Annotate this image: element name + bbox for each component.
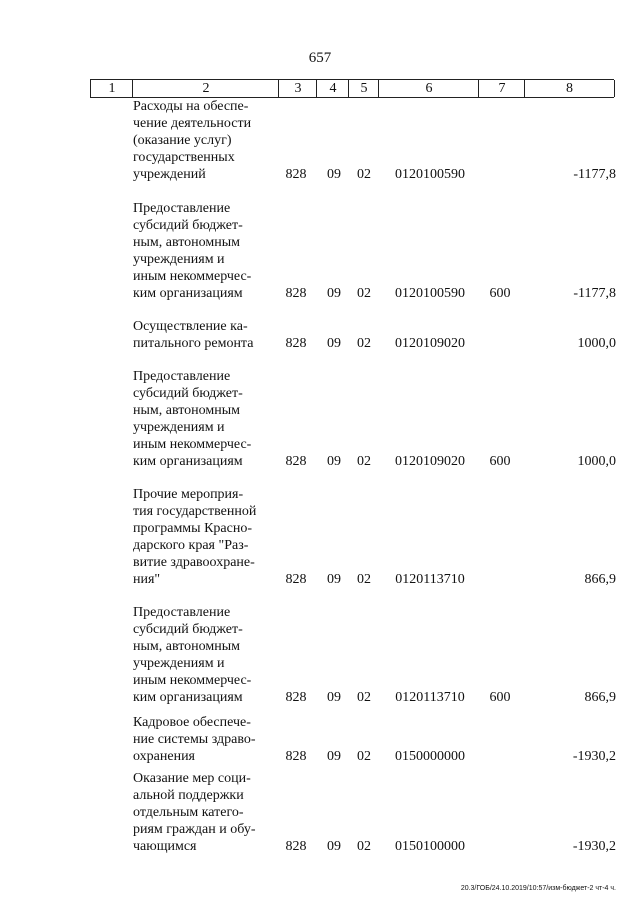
description-line: ние системы здраво- <box>133 732 256 747</box>
description-line: риям граждан и обу- <box>133 822 256 837</box>
description-line: Осуществление ка- <box>133 319 248 334</box>
amount: 1000,0 <box>577 454 616 469</box>
department-code: 828 <box>285 690 307 705</box>
description-line: субсидий бюджет- <box>133 386 243 401</box>
description-line: питального ремонта <box>133 336 254 351</box>
section-code: 09 <box>327 336 341 351</box>
department-code: 828 <box>285 286 307 301</box>
row-description <box>133 368 270 470</box>
target-article-code: 0120109020 <box>395 336 465 351</box>
description-line: учреждений <box>133 167 206 182</box>
description-line: охранения <box>133 749 195 764</box>
expense-type-code: 600 <box>489 690 511 705</box>
target-article-code: 0150000000 <box>395 749 465 764</box>
description-line: ким организациям <box>133 690 243 705</box>
department-code: 828 <box>285 572 307 587</box>
subsection-code: 02 <box>357 690 371 705</box>
amount: 1000,0 <box>577 336 616 351</box>
row-description <box>133 98 270 183</box>
description-line: субсидий бюджет- <box>133 622 243 637</box>
description-line: витие здравоохране- <box>133 555 255 570</box>
description-line: ким организациям <box>133 454 243 469</box>
subsection-code: 02 <box>357 749 371 764</box>
description-line: альной поддержки <box>133 788 244 803</box>
subsection-code: 02 <box>357 167 371 182</box>
section-code: 09 <box>327 454 341 469</box>
amount: -1177,8 <box>573 167 616 182</box>
description-line: Предоставление <box>133 369 231 384</box>
description-line: Прочие мероприя- <box>133 487 244 502</box>
description-line: иным некоммерчес- <box>133 437 252 452</box>
column-header-4: 4 <box>316 80 349 97</box>
subsection-code: 02 <box>357 286 371 301</box>
amount: -1177,8 <box>573 286 616 301</box>
amount: 866,9 <box>584 690 616 705</box>
section-code: 09 <box>327 572 341 587</box>
description-line: иным некоммерчес- <box>133 269 252 284</box>
expense-type-code: 600 <box>489 454 511 469</box>
section-code: 09 <box>327 839 341 854</box>
row-description <box>133 604 270 706</box>
amount: -1930,2 <box>572 839 616 854</box>
column-header-6: 6 <box>378 80 479 97</box>
section-code: 09 <box>327 690 341 705</box>
column-header-2: 2 <box>132 80 279 97</box>
department-code: 828 <box>285 167 307 182</box>
target-article-code: 0150100000 <box>395 839 465 854</box>
description-line: отдельным катего- <box>133 805 244 820</box>
column-header-7: 7 <box>478 80 525 97</box>
row-description <box>133 714 270 765</box>
column-header-1: 1 <box>90 80 133 97</box>
target-article-code: 0120113710 <box>395 690 465 705</box>
description-line: ния" <box>133 572 161 587</box>
description-line: Предоставление <box>133 605 231 620</box>
row-description <box>133 200 270 302</box>
department-code: 828 <box>285 839 307 854</box>
description-line: Расходы на обеспе- <box>133 99 249 114</box>
section-code: 09 <box>327 167 341 182</box>
subsection-code: 02 <box>357 572 371 587</box>
description-line: чающимся <box>133 839 197 854</box>
subsection-code: 02 <box>357 839 371 854</box>
target-article-code: 0120100590 <box>395 286 465 301</box>
section-code: 09 <box>327 286 341 301</box>
department-code: 828 <box>285 749 307 764</box>
document-footer: 20.3/ГОБ/24.10.2019/10:57/изм-бюджет-2 чт-4 ч. <box>460 885 616 892</box>
description-line: ным, автономным <box>133 235 241 250</box>
amount: 866,9 <box>584 572 616 587</box>
description-line: ким организациям <box>133 286 243 301</box>
description-line: учреждениям и <box>133 252 225 267</box>
description-line: программы Красно- <box>133 521 252 536</box>
target-article-code: 0120100590 <box>395 167 465 182</box>
subsection-code: 02 <box>357 454 371 469</box>
section-code: 09 <box>327 749 341 764</box>
amount: -1930,2 <box>572 749 616 764</box>
description-line: Оказание мер соци- <box>133 771 251 786</box>
row-description <box>133 770 270 855</box>
target-article-code: 0120109020 <box>395 454 465 469</box>
description-line: государственных <box>133 150 235 165</box>
description-line: ным, автономным <box>133 403 241 418</box>
description-line: учреждениям и <box>133 420 225 435</box>
column-header-8: 8 <box>524 80 615 97</box>
column-header-5: 5 <box>348 80 379 97</box>
subsection-code: 02 <box>357 336 371 351</box>
description-line: Кадровое обеспече- <box>133 715 251 730</box>
department-code: 828 <box>285 454 307 469</box>
description-line: субсидий бюджет- <box>133 218 243 233</box>
row-description <box>133 318 270 352</box>
description-line: чение деятельности <box>133 116 252 131</box>
department-code: 828 <box>285 336 307 351</box>
page-number: 657 <box>308 50 332 66</box>
description-line: дарского края "Раз- <box>133 538 249 553</box>
description-line: ным, автономным <box>133 639 241 654</box>
description-line: Предоставление <box>133 201 231 216</box>
row-description <box>133 486 270 588</box>
expense-type-code: 600 <box>489 286 511 301</box>
target-article-code: 0120113710 <box>395 572 465 587</box>
description-line: тия государственной <box>133 504 257 519</box>
description-line: иным некоммерчес- <box>133 673 252 688</box>
column-header-3: 3 <box>278 80 317 97</box>
description-line: учреждениям и <box>133 656 225 671</box>
description-line: (оказание услуг) <box>133 133 232 148</box>
